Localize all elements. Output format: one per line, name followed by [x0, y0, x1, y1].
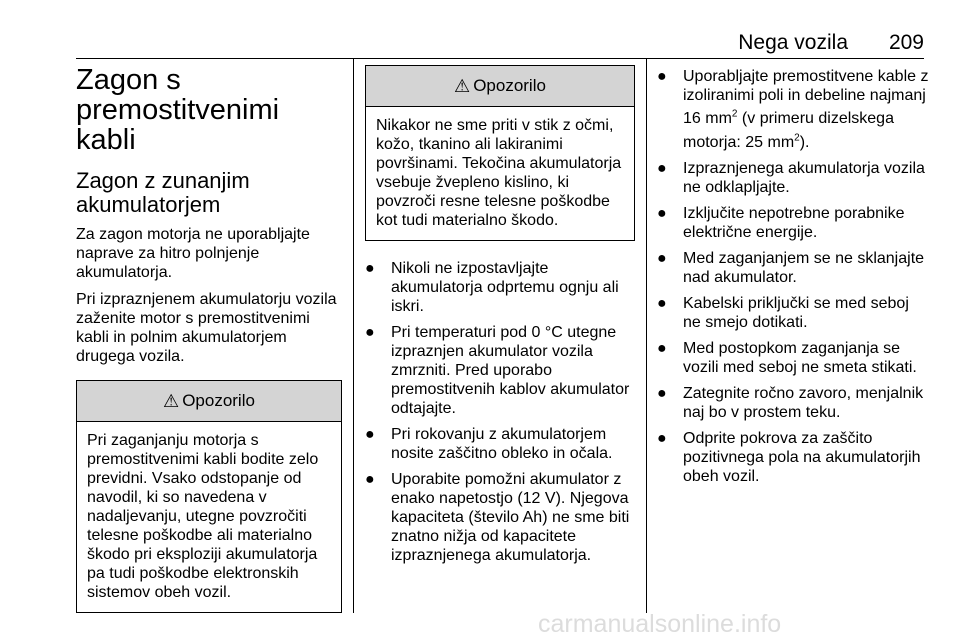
- middle-column: [365, 59, 635, 565]
- page-number: 209: [888, 31, 924, 54]
- column-divider-right: [646, 59, 647, 613]
- list-item: [365, 259, 635, 316]
- paragraph: Pri izpraznjenem akumulatorju vozila zaženite motor s premostitvenimi kabli in polnim akumulatorjem drugega vozila.: [76, 291, 337, 365]
- bullet-icon: ●: [657, 429, 667, 447]
- list-item-text: Kabelski priključki se med seboj ne smejo dotikati.: [683, 294, 909, 331]
- bullet-icon: ●: [657, 384, 667, 402]
- list-item-text: Pri rokovanju z akumulatorjem nosite zaščitno obleko in očala.: [391, 426, 613, 462]
- left-column: [76, 59, 342, 613]
- warning-triangle-icon: ⚠: [454, 75, 471, 96]
- watermark: carmanualsonline.info: [538, 610, 782, 638]
- list-item-text: Med postopkom zaganjanja se vozili med seboj ne smeta stikati.: [683, 339, 917, 376]
- list-item-text: Uporabite pomožni akumulator z enako napetostjo (12 V). Njegova kapaciteta (število Ah) ne sme biti znatno nižja od kapacitete izpraznjenega akumulatorja.: [391, 471, 630, 564]
- warning-title: Opozorilo: [473, 76, 546, 95]
- list-item: [657, 429, 929, 486]
- column-divider-left: [353, 59, 354, 613]
- bullet-icon: ●: [365, 426, 375, 443]
- header-title: Nega vozila: [738, 31, 848, 54]
- list-item-text: Odprite pokrova za zaščito pozitivnega pola na akumulatorjih obeh vozil.: [683, 429, 921, 485]
- list-item: [657, 294, 929, 332]
- warning-box: [76, 380, 342, 613]
- warning-header: [366, 66, 634, 107]
- list-item: [657, 384, 929, 422]
- warning-box: [365, 65, 635, 241]
- list-item: [365, 470, 635, 565]
- list-item: [657, 204, 929, 242]
- bullet-icon: ●: [657, 204, 667, 222]
- list-item: [657, 67, 929, 152]
- list-item: [657, 339, 929, 377]
- paragraph: Za zagon motorja ne uporabljajte naprave za hitro polnjenje akumulatorja.: [76, 226, 310, 281]
- bullet-icon: ●: [657, 249, 667, 267]
- bullet-icon: ●: [365, 260, 375, 277]
- bullet-icon: ●: [365, 471, 375, 488]
- bullet-list: [657, 67, 929, 486]
- bullet-icon: ●: [657, 339, 667, 357]
- right-column: [657, 59, 929, 486]
- warning-text: Nikakor ne sme priti v stik z očmi, kožo, tkanino ali lakiranimi površinami. Tekočina akumulatorja vsebuje žvepleno kislino, ki povzroči resne telesne poškodbe kot tudi materialno škodo.: [376, 117, 622, 229]
- bullet-icon: ●: [657, 294, 667, 312]
- list-item: [365, 323, 635, 418]
- warning-header: [77, 381, 341, 422]
- list-item: [657, 249, 929, 287]
- list-item: [365, 425, 635, 463]
- list-item-text: Uporabljajte premostitvene kable z izoliranimi poli in debeline najmanj 16 $mm^2$ (v primeru dizelskega motorja: 25 $mm^2$).: [683, 68, 929, 151]
- bullet-icon: ●: [657, 159, 667, 177]
- warning-text: Pri zaganjanju motorja s premostitvenimi kabli bodite zelo previdni. Vsako odstopanje od navodil, ki so navedena v nadaljevanju, utegne povzročiti telesne poškodbe ali materialno škodo pri eksploziji akumulatorja pa tudi poškodbe elektronskih sistemov obeh vozil.: [87, 432, 319, 601]
- list-item: [657, 159, 929, 197]
- section-heading: Zagon s premostitvenimi kabli: [76, 64, 280, 156]
- list-item-text: Pri temperaturi pod 0 °C utegne izpraznjen akumulator vozila zmrzniti. Pred uporabo premostitvenih kablov akumulator odtajajte.: [391, 324, 630, 417]
- bullet-icon: ●: [657, 68, 667, 85]
- list-item-text: Izključite nepotrebne porabnike električne energije.: [683, 204, 905, 241]
- subsection-heading: Zagon z zunanjim akumulatorjem: [76, 168, 250, 217]
- list-item-text: Nikoli ne izpostavljajte akumulatorja odprtemu ognju ali iskri.: [391, 260, 619, 315]
- warning-triangle-icon: ⚠: [163, 390, 180, 411]
- list-item-text: Med zaganjanjem se ne sklanjajte nad akumulator.: [683, 249, 925, 286]
- bullet-list: [365, 259, 635, 565]
- list-item-text: Zategnite ročno zavoro, menjalnik naj bo v prostem teku.: [683, 384, 924, 421]
- bullet-icon: ●: [365, 324, 375, 341]
- warning-title: Opozorilo: [182, 391, 255, 410]
- list-item-text: Izpraznjenega akumulatorja vozila ne odklapljajte.: [683, 159, 925, 196]
